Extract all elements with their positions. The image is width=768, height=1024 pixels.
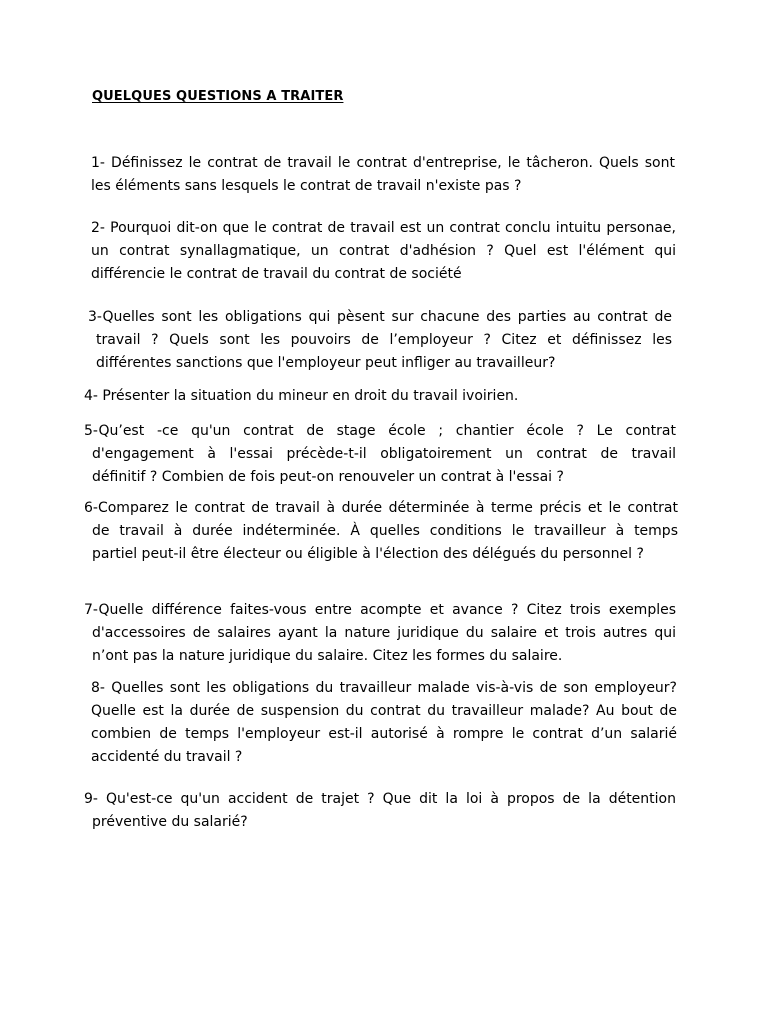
question-line: 2- Pourquoi dit-on que le contrat de travail est un contrat conclu intuitu personae, bbox=[91, 220, 676, 236]
question-line: préventive du salarié? bbox=[92, 814, 248, 830]
question-line: 7-Quelle différence faites-vous entre acompte et avance ? Citez trois exemples bbox=[84, 602, 676, 618]
question-line: d'engagement à l'essai précède-t-il obligatoirement un contrat de travail bbox=[92, 446, 676, 462]
question-1 bbox=[91, 152, 675, 198]
question-line: un contrat synallagmatique, un contrat d'adhésion ? Quel est l'élément qui bbox=[91, 243, 676, 259]
question-line: 3-Quelles sont les obligations qui pèsent sur chacune des parties au contrat de bbox=[88, 309, 672, 325]
question-line: travail ? Quels sont les pouvoirs de l’employeur ? Citez et définissez les bbox=[96, 332, 672, 348]
question-line: les éléments sans lesquels le contrat de travail n'existe pas ? bbox=[91, 178, 522, 194]
question-6 bbox=[84, 497, 678, 566]
question-line: 4- Présenter la situation du mineur en droit du travail ivoirien. bbox=[84, 388, 519, 404]
question-line: partiel peut-il être électeur ou éligible à l'élection des délégués du personnel ? bbox=[92, 546, 644, 562]
question-line: définitif ? Combien de fois peut-on renouveler un contrat à l'essai ? bbox=[92, 469, 564, 485]
question-9 bbox=[84, 788, 676, 834]
question-line: différencie le contrat de travail du contrat de société bbox=[91, 266, 462, 282]
question-7 bbox=[84, 599, 676, 668]
question-line: 1- Définissez le contrat de travail le contrat d'entreprise, le tâcheron. Quels sont bbox=[91, 155, 675, 171]
question-line: 8- Quelles sont les obligations du travailleur malade vis-à-vis de son employeur? bbox=[91, 680, 677, 696]
question-line: n’ont pas la nature juridique du salaire. Citez les formes du salaire. bbox=[92, 648, 563, 664]
question-8 bbox=[91, 677, 677, 769]
question-3 bbox=[88, 306, 672, 375]
question-line: 9- Qu'est-ce qu'un accident de trajet ? Que dit la loi à propos de la détention bbox=[84, 791, 676, 807]
question-2 bbox=[91, 217, 676, 286]
question-line: différentes sanctions que l'employeur peut infliger au travailleur? bbox=[96, 355, 556, 371]
question-line: combien de temps l'employeur est-il autorisé à rompre le contrat d’un salarié bbox=[91, 726, 677, 742]
question-line: 5-Qu’est -ce qu'un contrat de stage école ; chantier école ? Le contrat bbox=[84, 423, 676, 439]
question-line: Quelle est la durée de suspension du contrat du travailleur malade? Au bout de bbox=[91, 703, 677, 719]
question-line: accidenté du travail ? bbox=[91, 749, 243, 765]
page-title: QUELQUES QUESTIONS A TRAITER bbox=[92, 89, 344, 104]
question-4 bbox=[84, 385, 684, 408]
question-5 bbox=[84, 420, 676, 489]
question-line: de travail à durée indéterminée. À quelles conditions le travailleur à temps bbox=[92, 523, 678, 539]
question-line: d'accessoires de salaires ayant la nature juridique du salaire et trois autres qui bbox=[92, 625, 676, 641]
question-line: 6-Comparez le contrat de travail à durée déterminée à terme précis et le contrat bbox=[84, 500, 678, 516]
